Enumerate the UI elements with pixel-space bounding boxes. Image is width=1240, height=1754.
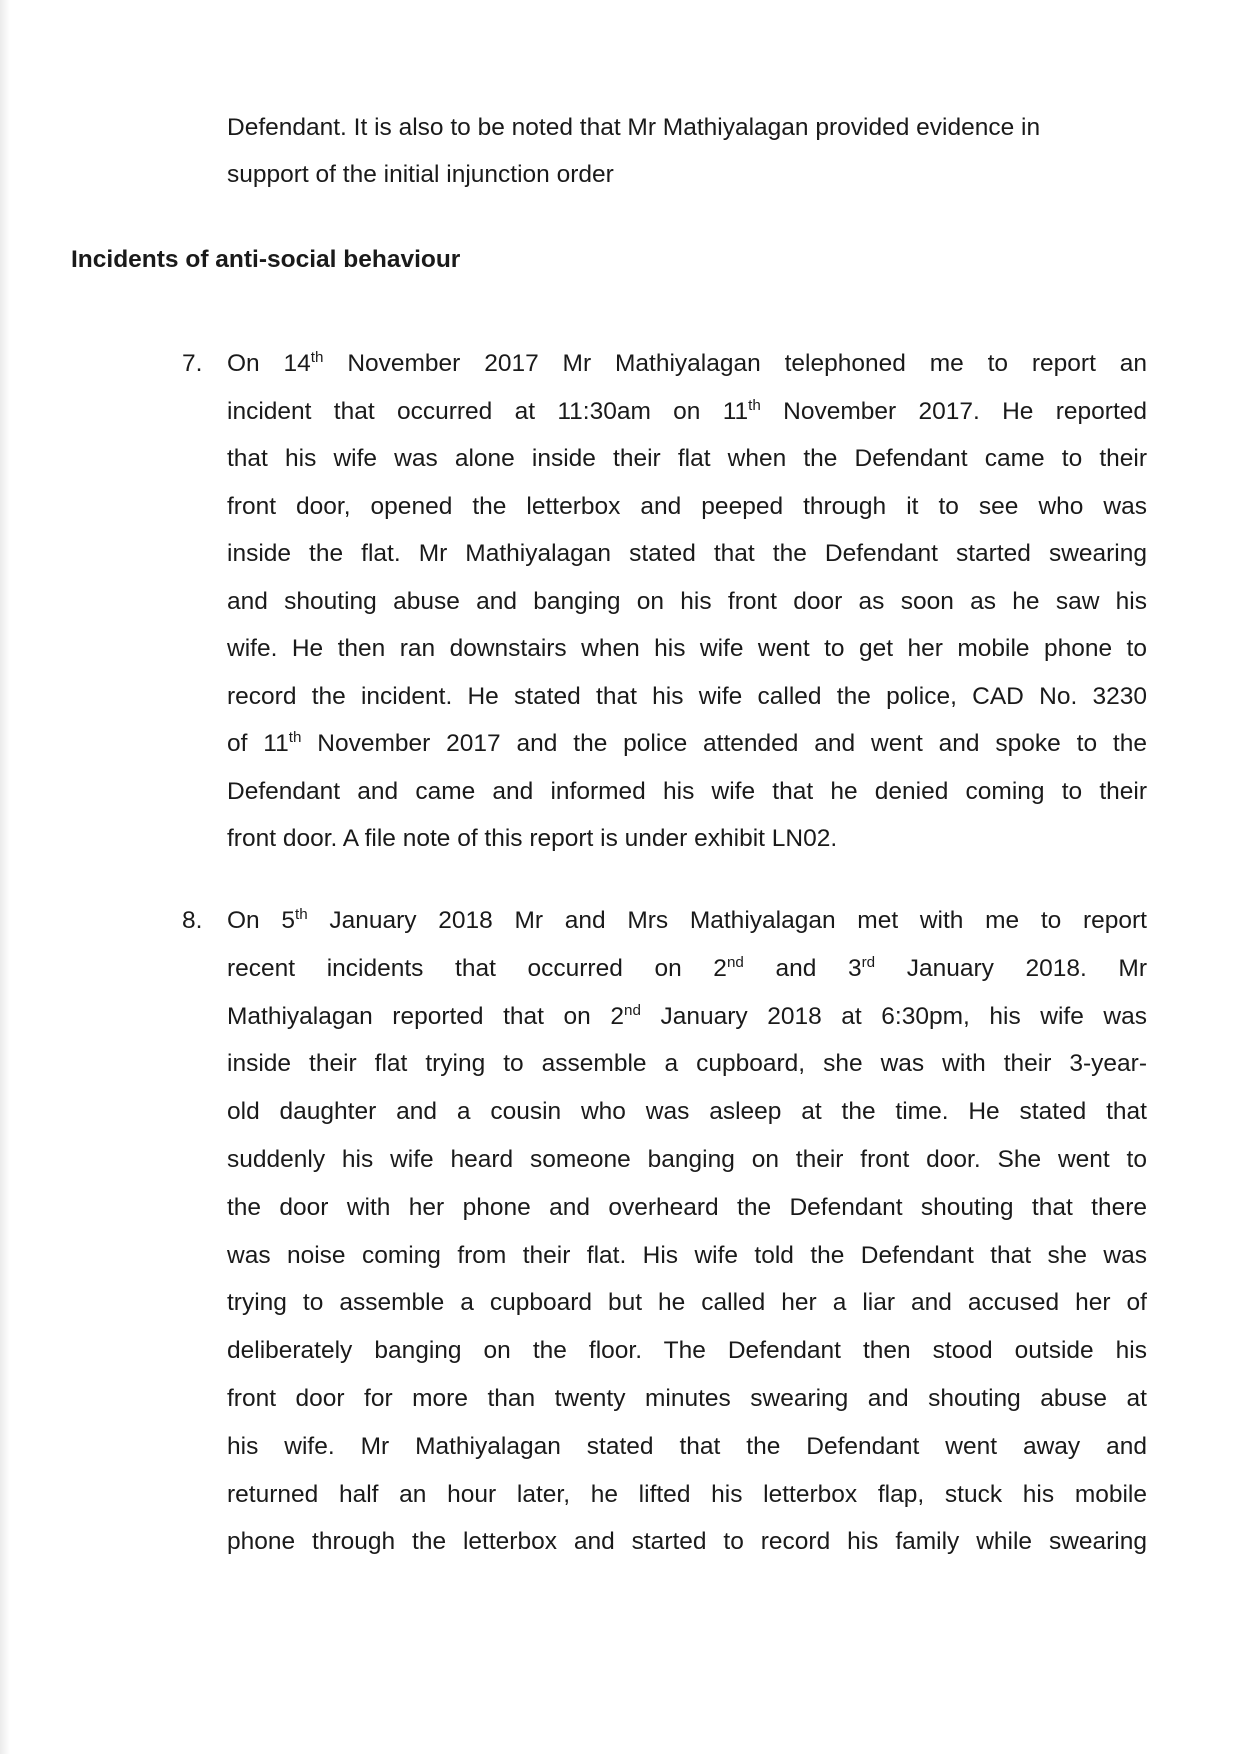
text-line: front door. A file note of this report is under exhibit LN02.	[227, 825, 838, 852]
text-line: front door, opened the letterbox and peeped through it to see who was	[227, 492, 1147, 520]
text-line: front door for more than twenty minutes swearing and shouting abuse at	[227, 1384, 1147, 1412]
continuation-paragraph	[227, 104, 1147, 198]
text-line: the door with her phone and overheard the Defendant shouting that there	[227, 1193, 1147, 1221]
paragraph-body	[227, 340, 1147, 863]
text-line: old daughter and a cousin who was asleep at the time. He stated that	[227, 1098, 1147, 1126]
text-line: On 5th January 2018 Mr and Mrs Mathiyalagan met with me to report	[227, 905, 1147, 934]
paragraph-body	[227, 897, 1147, 1566]
text-line: phone through the letterbox and started to record his family while swearing	[227, 1528, 1147, 1556]
paragraph-number: 8.	[182, 907, 203, 934]
text-line: record the incident. He stated that his wife called the police, CAD No. 3230	[227, 682, 1147, 710]
text-line: Defendant and came and informed his wife that he denied coming to their	[227, 777, 1147, 805]
text-line: wife. He then ran downstairs when his wife went to get her mobile phone to	[227, 635, 1147, 662]
text-line: incident that occurred at 11:30am on 11th November 2017. He reported	[227, 396, 1147, 425]
text-line: Mathiyalagan reported that on 2nd January 2018 at 6:30pm, his wife was	[227, 1001, 1147, 1030]
text-line: inside their flat trying to assemble a cupboard, she was with their 3-year-	[227, 1050, 1147, 1078]
text-line: inside the flat. Mr Mathiyalagan stated that the Defendant started swearing	[227, 540, 1147, 567]
text-line: recent incidents that occurred on 2nd and 3rd January 2018. Mr	[227, 953, 1147, 982]
text-line: support of the initial injunction order	[227, 161, 614, 188]
text-line: suddenly his wife heard someone banging on their front door. She went to	[227, 1145, 1147, 1173]
text-line: and shouting abuse and banging on his front door as soon as he saw his	[227, 587, 1147, 615]
text-line: trying to assemble a cupboard but he called her a liar and accused her of	[227, 1289, 1147, 1317]
text-line: that his wife was alone inside their flat when the Defendant came to their	[227, 445, 1147, 472]
text-line: of 11th November 2017 and the police attended and went and spoke to the	[227, 728, 1147, 757]
scan-edge-shadow	[0, 0, 10, 1754]
text-line: deliberately banging on the floor. The Defendant then stood outside his	[227, 1337, 1147, 1365]
paragraph-number: 7.	[182, 350, 203, 377]
section-heading: Incidents of anti-social behaviour	[71, 246, 461, 273]
text-line: his wife. Mr Mathiyalagan stated that the Defendant went away and	[227, 1432, 1147, 1460]
text-line: was noise coming from their flat. His wife told the Defendant that she was	[227, 1241, 1147, 1269]
text-line: returned half an hour later, he lifted his letterbox flap, stuck his mobile	[227, 1480, 1147, 1508]
text-line: On 14th November 2017 Mr Mathiyalagan telephoned me to report an	[227, 348, 1147, 377]
text-line: Defendant. It is also to be noted that Mr Mathiyalagan provided evidence in	[227, 114, 1041, 141]
